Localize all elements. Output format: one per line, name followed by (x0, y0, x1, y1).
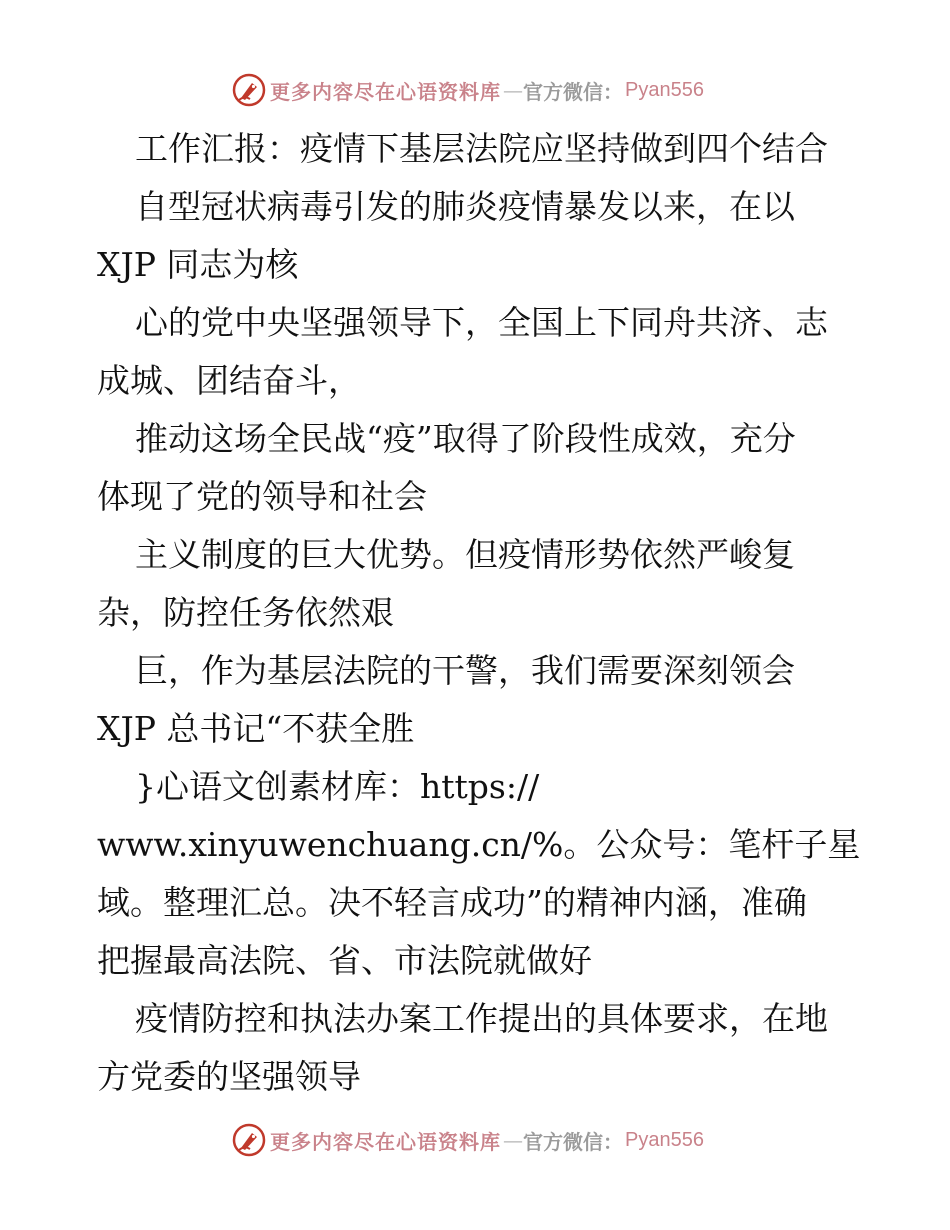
pen-nib-logo-icon (232, 1123, 266, 1157)
header-banner (232, 70, 704, 110)
document-body (97, 120, 867, 1106)
paragraph-line: 方党委的坚强领导 (97, 1057, 361, 1096)
paragraph-line: XJP 总书记“不获全胜 (97, 709, 415, 748)
paragraph-line: }心语文创素材库：https:// (135, 767, 540, 806)
footer-banner (232, 1120, 704, 1160)
footer-wechat-label: 官方微信： (523, 1129, 623, 1154)
pen-nib-logo-icon (232, 73, 266, 107)
paragraph-line: 心的党中央坚强领导下，全国上下同舟共济、志 (135, 303, 828, 342)
header-slogan: 更多内容尽在心语资料库 (270, 79, 501, 104)
footer-slogan: 更多内容尽在心语资料库 (270, 1129, 501, 1154)
document-title: 工作汇报：疫情下基层法院应坚持做到四个结合 (135, 129, 828, 168)
header-wechat-id: Pyan556 (625, 78, 704, 101)
header-dash: — (503, 78, 523, 102)
paragraph-line: 体现了党的领导和社会 (97, 477, 427, 516)
paragraph-line: 巨，作为基层法院的干警，我们需要深刻领会 (135, 651, 795, 690)
paragraph-line: www.xinyuwenchuang.cn/%。公众号：笔杆子星 (97, 825, 861, 864)
footer-dash: — (503, 1128, 523, 1152)
paragraph-line: XJP 同志为核 (97, 245, 299, 284)
paragraph-line: 把握最高法院、省、市法院就做好 (97, 941, 592, 980)
header-wechat-label: 官方微信： (523, 79, 623, 104)
paragraph-line: 主义制度的巨大优势。但疫情形势依然严峻复 (135, 535, 795, 574)
paragraph-line: 推动这场全民战“疫”取得了阶段性成效，充分 (135, 419, 796, 458)
paragraph-line: 疫情防控和执法办案工作提出的具体要求，在地 (135, 999, 828, 1038)
footer-wechat-id: Pyan556 (625, 1128, 704, 1151)
paragraph-line: 域。整理汇总。决不轻言成功”的精神内涵，准确 (97, 883, 807, 922)
paragraph-line: 成城、团结奋斗， (97, 361, 361, 400)
paragraph-line: 杂，防控任务依然艰 (97, 593, 394, 632)
paragraph-line: 自型冠状病毒引发的肺炎疫情暴发以来，在以 (135, 187, 795, 226)
